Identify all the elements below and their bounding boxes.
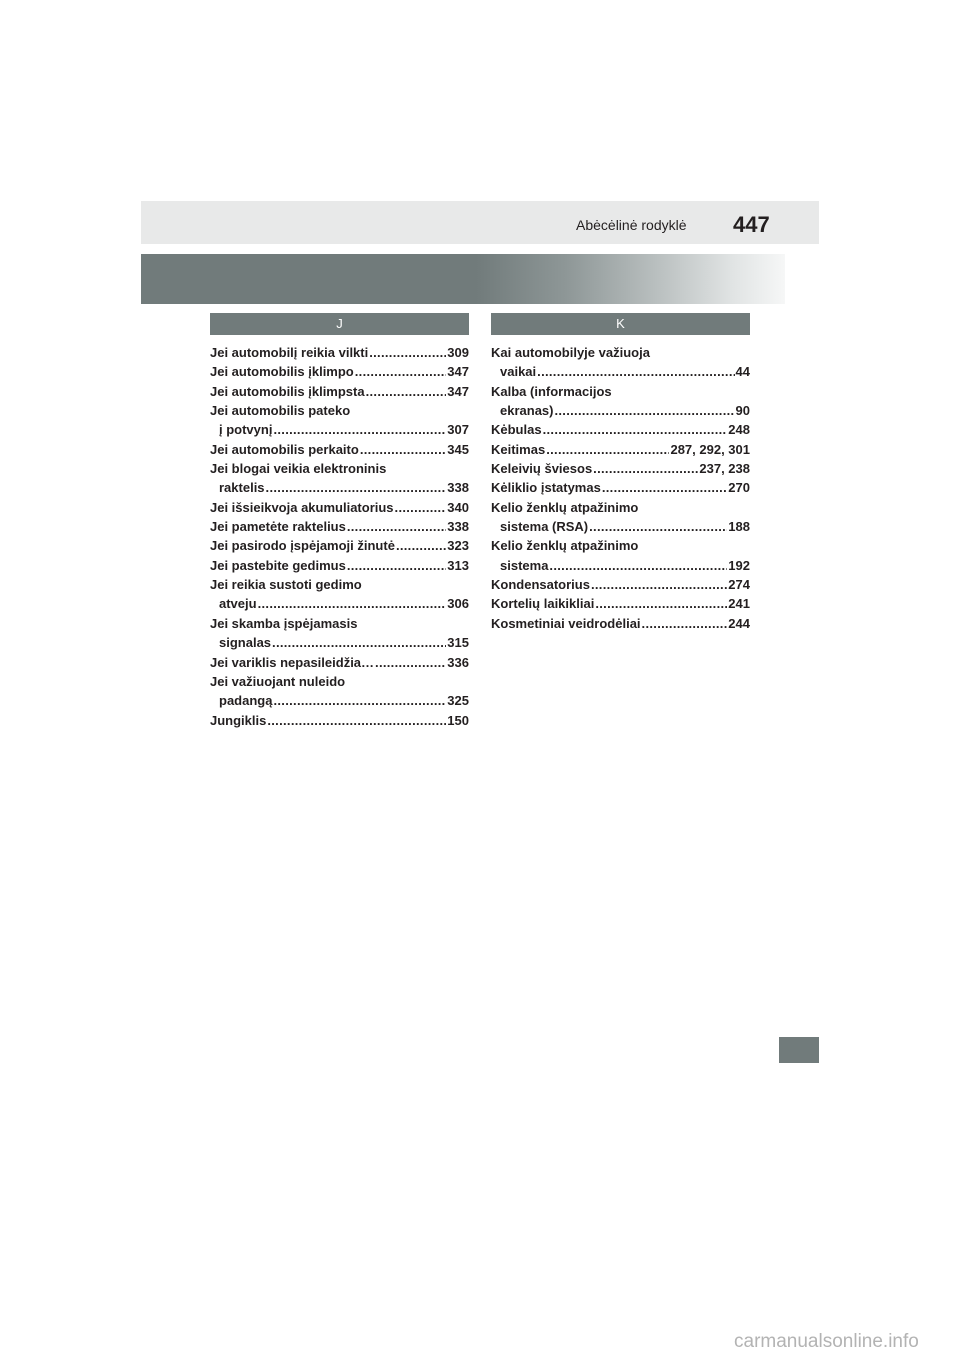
index-entry-page[interactable]: 338 xyxy=(447,480,469,496)
index-entry[interactable] xyxy=(210,362,469,381)
index-entry-term: Jei automobilis perkaito xyxy=(210,441,359,457)
dot-leader xyxy=(369,343,446,362)
dot-leader xyxy=(642,614,728,633)
index-entry[interactable] xyxy=(210,459,469,498)
index-entry-line xyxy=(210,382,469,401)
index-entry-line xyxy=(210,401,469,420)
index-entry-term: Jei pametėte raktelius xyxy=(210,519,346,535)
index-entry-page[interactable]: 313 xyxy=(447,557,469,573)
index-entry-term: atveju xyxy=(219,596,257,612)
page-number: 447 xyxy=(733,212,770,237)
index-entry[interactable] xyxy=(491,498,750,537)
index-list-k xyxy=(491,343,750,633)
watermark: carmanualsonline.info xyxy=(734,1331,919,1352)
index-entry-term: Jungiklis xyxy=(210,712,267,728)
index-entry-term: Jei automobilį reikia vilkti xyxy=(210,345,369,360)
index-entry-term: Kelio ženklų atpažinimo xyxy=(491,538,639,554)
index-column-k xyxy=(491,313,750,633)
index-entry-term: Kalba (informacijos xyxy=(491,383,612,399)
index-entry[interactable] xyxy=(210,343,469,362)
index-entry[interactable] xyxy=(210,440,469,459)
dot-leader xyxy=(554,401,734,420)
dot-leader xyxy=(355,362,447,381)
section-title: Abėcėlinė rodyklė xyxy=(576,217,687,233)
index-entry-line xyxy=(210,672,469,691)
index-entry-line xyxy=(491,459,750,478)
index-entry-page[interactable]: 287, 292, 301 xyxy=(670,441,750,457)
index-entry-page[interactable]: 307 xyxy=(447,422,469,438)
index-entry[interactable] xyxy=(491,420,750,439)
index-entry-page[interactable]: 274 xyxy=(728,577,750,593)
index-entry-line xyxy=(491,362,750,381)
index-entry-page[interactable]: 244 xyxy=(728,615,750,631)
index-entry[interactable] xyxy=(210,382,469,401)
index-entry[interactable] xyxy=(491,536,750,575)
index-entry-line xyxy=(491,498,750,517)
page-header-bar xyxy=(141,201,819,244)
dot-leader xyxy=(395,498,447,517)
index-entry-page[interactable]: 338 xyxy=(447,519,469,535)
index-entry-line xyxy=(210,711,469,730)
index-entry-line xyxy=(210,536,469,555)
index-entry[interactable] xyxy=(210,614,469,653)
index-entry-term: Keleivių šviesos xyxy=(491,461,593,477)
dot-leader xyxy=(546,440,669,459)
index-column-j xyxy=(210,313,469,730)
index-entry[interactable] xyxy=(210,711,469,730)
index-entry-term: Kortelių laikikliai xyxy=(491,596,595,612)
dot-leader xyxy=(591,575,727,594)
index-entry-page[interactable]: 306 xyxy=(447,596,469,612)
dot-leader xyxy=(360,440,446,459)
index-entry-page[interactable]: 188 xyxy=(728,519,750,535)
index-entry-line xyxy=(210,440,469,459)
index-entry-page[interactable]: 270 xyxy=(728,480,750,496)
index-entry-term: Jei pasirodo įspėjamoji žinutė xyxy=(210,538,395,554)
index-entry-page[interactable]: 336 xyxy=(447,654,469,670)
index-entry-term: raktelis xyxy=(219,480,265,496)
index-entry-page[interactable]: 347 xyxy=(447,383,469,399)
index-entry-line xyxy=(210,362,469,381)
index-entry-page[interactable]: 325 xyxy=(447,693,469,709)
index-entry[interactable] xyxy=(491,478,750,497)
dot-leader xyxy=(375,653,446,672)
index-entry-line xyxy=(210,459,469,478)
index-entry-term: Jei pastebite gedimus xyxy=(210,557,346,573)
index-entry-line xyxy=(491,614,750,633)
index-list-j xyxy=(210,343,469,730)
index-entry-term: ekranas) xyxy=(500,403,554,419)
index-entry-line xyxy=(491,517,750,536)
index-entry[interactable] xyxy=(210,498,469,517)
gradient-band xyxy=(141,254,785,304)
index-entry-line xyxy=(210,498,469,517)
index-entry[interactable] xyxy=(491,575,750,594)
dot-leader xyxy=(258,594,447,613)
dot-leader xyxy=(589,517,727,536)
index-entry-term: vaikai xyxy=(500,364,537,380)
dot-leader xyxy=(396,536,446,555)
index-entry-page[interactable]: 345 xyxy=(447,441,469,457)
index-entry-term: Jei variklis nepasileidžia… xyxy=(210,654,375,670)
dot-leader xyxy=(347,556,446,575)
index-entry-term: Keitimas xyxy=(491,441,546,457)
index-entry[interactable] xyxy=(210,672,469,711)
index-entry-line xyxy=(491,401,750,420)
index-entry-line xyxy=(210,517,469,536)
index-entry-line xyxy=(491,556,750,575)
index-entry-line xyxy=(491,478,750,497)
index-entry-term: Jei automobilis įklimpo xyxy=(210,364,354,380)
index-entry-page[interactable]: 237, 238 xyxy=(699,461,750,477)
index-entry-term: Kėbulas xyxy=(491,422,542,438)
index-entry-line xyxy=(491,536,750,555)
index-entry-line xyxy=(210,556,469,575)
index-entry-term: Jei reikia sustoti gedimo xyxy=(210,577,362,593)
index-entry-line xyxy=(491,382,750,401)
index-entry-line xyxy=(210,575,469,594)
index-entry[interactable] xyxy=(491,459,750,478)
index-entry-page[interactable]: 241 xyxy=(728,596,750,612)
index-entry-term: Kondensatorius xyxy=(491,577,590,593)
dot-leader xyxy=(366,382,447,401)
index-entry-page[interactable]: 248 xyxy=(728,422,750,438)
index-entry-term: į potvynį xyxy=(219,422,273,438)
index-entry[interactable] xyxy=(491,614,750,633)
index-entry-line xyxy=(491,594,750,613)
index-entry[interactable] xyxy=(210,401,469,440)
index-entry-term: Jei automobilis pateko xyxy=(210,403,351,419)
index-entry-term: Jei skamba įspėjamasis xyxy=(210,615,358,631)
dot-leader xyxy=(273,691,446,710)
dot-leader xyxy=(266,478,447,497)
index-entry-term: Kėliklio įstatymas xyxy=(491,480,601,496)
index-entry-term: Kosmetiniai veidrodėliai xyxy=(491,615,641,631)
index-entry-term: signalas xyxy=(219,635,272,651)
dot-leader xyxy=(602,478,727,497)
index-entry-line xyxy=(491,575,750,594)
index-entry-line xyxy=(210,653,469,672)
index-entry-line xyxy=(210,478,469,497)
index-entry-term: sistema (RSA) xyxy=(500,519,589,535)
index-entry-line xyxy=(491,440,750,459)
index-entry[interactable] xyxy=(210,556,469,575)
dot-leader xyxy=(537,362,734,381)
dot-leader xyxy=(267,711,446,730)
index-entry-line xyxy=(491,343,750,362)
index-entry-term: Jei važiuojant nuleido xyxy=(210,673,346,689)
letter-header-k: K xyxy=(491,313,750,335)
index-entry[interactable] xyxy=(491,594,750,613)
index-entry[interactable] xyxy=(210,536,469,555)
index-entry-line xyxy=(210,420,469,439)
index-entry-page[interactable]: 150 xyxy=(447,712,469,728)
index-entry-page[interactable]: 315 xyxy=(447,635,469,651)
dot-leader xyxy=(593,459,698,478)
index-entry-page[interactable]: 44 xyxy=(735,364,750,380)
letter-header-j: J xyxy=(210,313,469,335)
index-entry[interactable] xyxy=(491,343,750,382)
index-entry-line xyxy=(210,594,469,613)
index-entry[interactable] xyxy=(210,575,469,614)
index-entry-page[interactable]: 340 xyxy=(447,499,469,515)
index-entry-page[interactable]: 90 xyxy=(735,403,750,419)
index-entry-line xyxy=(210,343,469,362)
index-entry-line xyxy=(210,633,469,652)
index-entry-term: Jei blogai veikia elektroninis xyxy=(210,461,387,477)
dot-leader xyxy=(543,420,728,439)
index-entry-page[interactable]: 309 xyxy=(447,345,469,360)
dot-leader xyxy=(549,556,727,575)
index-entry-term: padangą xyxy=(219,693,273,709)
index-entry-line xyxy=(210,614,469,633)
index-entry-page[interactable]: 347 xyxy=(447,364,469,380)
index-entry-term: Jei išsieikvoja akumuliatorius xyxy=(210,499,394,515)
dot-leader xyxy=(272,633,446,652)
index-entry[interactable] xyxy=(491,382,750,421)
section-tab-marker xyxy=(779,1037,819,1063)
index-entry-page[interactable]: 323 xyxy=(447,538,469,554)
index-entry-page[interactable]: 192 xyxy=(728,557,750,573)
dot-leader xyxy=(347,517,446,536)
dot-leader xyxy=(595,594,727,613)
dot-leader xyxy=(273,420,446,439)
index-entry[interactable] xyxy=(210,517,469,536)
index-entry-term: sistema xyxy=(500,557,549,573)
index-entry[interactable] xyxy=(210,653,469,672)
index-entry-term: Kelio ženklų atpažinimo xyxy=(491,499,639,515)
index-entry-term: Kai automobilyje važiuoja xyxy=(491,345,650,360)
index-entry-line xyxy=(210,691,469,710)
index-entry-term: Jei automobilis įklimpsta xyxy=(210,383,365,399)
index-entry-line xyxy=(491,420,750,439)
index-entry[interactable] xyxy=(491,440,750,459)
